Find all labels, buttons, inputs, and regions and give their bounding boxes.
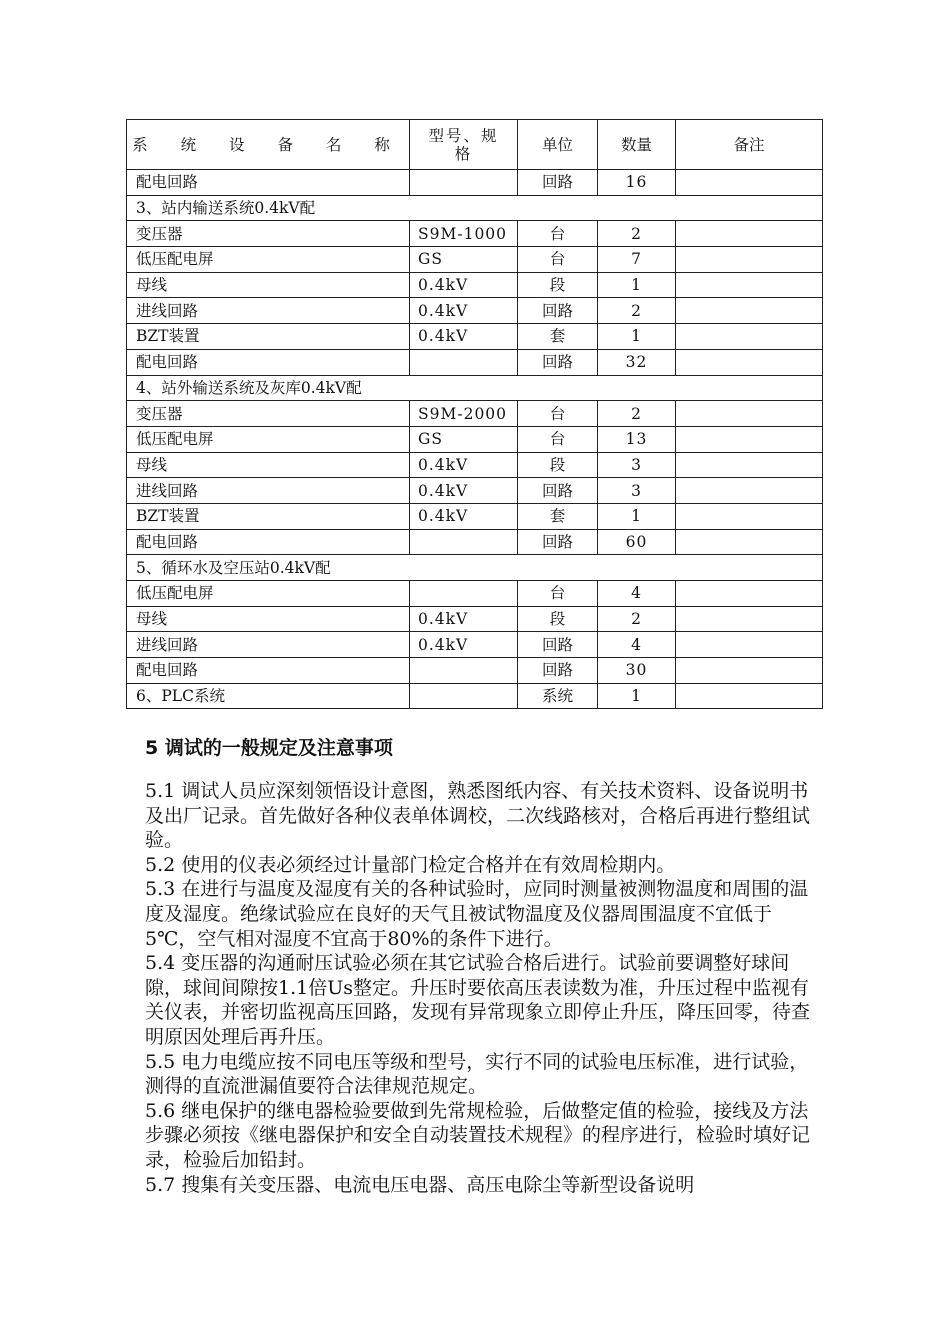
equipment-name-cell: 6、PLC系统 <box>127 683 410 709</box>
table-section-row <box>127 555 823 581</box>
header-model-text: 型号、规格 <box>428 126 499 163</box>
paragraph-5-5: 5.5 电力电缆应按不同电压等级和型号，实行不同的试验电压标准，进行试验，测得的直流泄漏值要符合法律规范规定。 <box>145 1050 809 1098</box>
header-unit: 单位 <box>518 120 598 170</box>
unit-cell: 台 <box>518 426 598 452</box>
section-label-cell: 5、循环水及空压站0.4kV配 <box>127 555 823 581</box>
table-row <box>127 683 823 709</box>
remarks-cell <box>676 581 823 607</box>
equipment-name-cell: 进线回路 <box>127 298 410 324</box>
quantity-cell: 1 <box>598 683 676 709</box>
unit-cell: 回路 <box>518 170 598 196</box>
equipment-name-cell: BZT装置 <box>127 503 410 529</box>
table-row <box>127 658 823 684</box>
remarks-cell <box>676 478 823 504</box>
table-section-row <box>127 375 823 401</box>
quantity-cell: 3 <box>598 452 676 478</box>
equipment-name-cell: 低压配电屏 <box>127 247 410 273</box>
equipment-name-cell: 配电回路 <box>127 170 410 196</box>
equipment-table <box>126 119 823 709</box>
quantity-cell: 3 <box>598 478 676 504</box>
equipment-name-cell: 变压器 <box>127 221 410 247</box>
quantity-cell: 1 <box>598 272 676 298</box>
unit-cell: 台 <box>518 247 598 273</box>
remarks-cell <box>676 247 823 273</box>
quantity-cell: 2 <box>598 298 676 324</box>
model-cell: S9M-1000 <box>410 221 518 247</box>
unit-cell: 回路 <box>518 349 598 375</box>
model-cell: 0.4kV <box>410 452 518 478</box>
model-cell: 0.4kV <box>410 632 518 658</box>
table-row <box>127 349 823 375</box>
remarks-cell <box>676 658 823 684</box>
quantity-cell: 60 <box>598 529 676 555</box>
paragraph-5-2: 5.2 使用的仪表必须经过计量部门检定合格并在有效周检期内。 <box>145 853 676 876</box>
table-row <box>127 452 823 478</box>
remarks-cell <box>676 426 823 452</box>
equipment-name-cell: BZT装置 <box>127 324 410 350</box>
equipment-name-cell: 配电回路 <box>127 658 410 684</box>
quantity-cell: 2 <box>598 221 676 247</box>
model-cell: 0.4kV <box>410 324 518 350</box>
equipment-name-cell: 低压配电屏 <box>127 426 410 452</box>
table-row <box>127 324 823 350</box>
unit-cell: 段 <box>518 272 598 298</box>
quantity-cell: 2 <box>598 401 676 427</box>
paragraph-5-1: 5.1 调试人员应深刻领悟设计意图，熟悉图纸内容、有关技术资料、设备说明书及出厂记录。首先做好各种仪表单体调校，二次线路核对，合格后再进行整组试验。 <box>145 780 811 852</box>
model-cell: 0.4kV <box>410 503 518 529</box>
unit-cell: 台 <box>518 581 598 607</box>
header-system-equipment-name: 系 统 设 备 名 称 <box>127 120 410 170</box>
table-section-row <box>127 195 823 221</box>
remarks-cell <box>676 349 823 375</box>
remarks-cell <box>676 298 823 324</box>
model-cell: 0.4kV <box>410 272 518 298</box>
quantity-cell: 2 <box>598 606 676 632</box>
model-cell: GS <box>410 426 518 452</box>
unit-cell: 系统 <box>518 683 598 709</box>
header-model-spec <box>410 120 518 170</box>
model-cell: 0.4kV <box>410 298 518 324</box>
header-remarks: 备注 <box>676 120 823 170</box>
remarks-cell <box>676 452 823 478</box>
table-row <box>127 272 823 298</box>
remarks-cell <box>676 683 823 709</box>
model-cell: S9M-2000 <box>410 401 518 427</box>
table-row <box>127 632 823 658</box>
model-cell: 0.4kV <box>410 478 518 504</box>
remarks-cell <box>676 606 823 632</box>
unit-cell: 回路 <box>518 658 598 684</box>
unit-cell: 回路 <box>518 478 598 504</box>
table-row <box>127 426 823 452</box>
unit-cell: 台 <box>518 221 598 247</box>
table-row <box>127 298 823 324</box>
unit-cell: 台 <box>518 401 598 427</box>
model-cell <box>410 683 518 709</box>
paragraph-5-3: 5.3 在进行与温度及湿度有关的各种试验时，应同时测量被测物温度和周围的温度及湿度。绝缘试验应在良好的天气且被试物温度及仪器周围温度不宜低于5℃，空气相对湿度不宜高于80%的条件下进行。 <box>145 878 809 950</box>
equipment-name-cell: 变压器 <box>127 401 410 427</box>
remarks-cell <box>676 503 823 529</box>
remarks-cell <box>676 632 823 658</box>
table-row <box>127 221 823 247</box>
table-row <box>127 606 823 632</box>
section-label-cell: 3、站内输送系统0.4kV配 <box>127 195 823 221</box>
equipment-name-cell: 配电回路 <box>127 529 410 555</box>
header-quantity: 数量 <box>598 120 676 170</box>
model-cell <box>410 529 518 555</box>
table-row <box>127 503 823 529</box>
unit-cell: 回路 <box>518 632 598 658</box>
table-body <box>127 170 823 709</box>
paragraph-5-7: 5.7 搜集有关变压器、电流电压电器、高压电除尘等新型设备说明 <box>145 1173 695 1196</box>
unit-cell: 套 <box>518 503 598 529</box>
model-cell <box>410 349 518 375</box>
equipment-name-cell: 母线 <box>127 452 410 478</box>
model-cell <box>410 170 518 196</box>
equipment-name-cell: 进线回路 <box>127 632 410 658</box>
equipment-name-cell: 配电回路 <box>127 349 410 375</box>
model-cell: 0.4kV <box>410 606 518 632</box>
paragraph-5-6: 5.6 继电保护的继电器检验要做到先常规检验，后做整定值的检验，接线及方法步骤必须按《继电器保护和安全自动装置技术规程》的程序进行，检验时填好记录，检验后加铅封。 <box>145 1099 811 1171</box>
unit-cell: 回路 <box>518 529 598 555</box>
unit-cell: 套 <box>518 324 598 350</box>
equipment-name-cell: 母线 <box>127 272 410 298</box>
quantity-cell: 13 <box>598 426 676 452</box>
unit-cell: 段 <box>518 452 598 478</box>
remarks-cell <box>676 221 823 247</box>
table-row <box>127 401 823 427</box>
quantity-cell: 30 <box>598 658 676 684</box>
section-label-cell: 4、站外输送系统及灰库0.4kV配 <box>127 375 823 401</box>
model-cell: GS <box>410 247 518 273</box>
remarks-cell <box>676 170 823 196</box>
equipment-name-cell: 低压配电屏 <box>127 581 410 607</box>
paragraph-5-4: 5.4 变压器的沟通耐压试验必须在其它试验合格后进行。试验前要调整好球间隙，球间间隙按1.1倍Us整定。升压时要依高压表读数为准，升压过程中监视有关仪表，并密切监视高压回路，发现有异常现象立即停止升压，降压回零，待查明原因处理后再升压。 <box>145 952 811 1048</box>
equipment-name-cell: 母线 <box>127 606 410 632</box>
table-header-row <box>127 120 823 170</box>
table-row <box>127 170 823 196</box>
table-row <box>127 478 823 504</box>
table-row <box>127 247 823 273</box>
quantity-cell: 7 <box>598 247 676 273</box>
model-cell <box>410 658 518 684</box>
model-cell <box>410 581 518 607</box>
remarks-cell <box>676 529 823 555</box>
table-row <box>127 529 823 555</box>
remarks-cell <box>676 272 823 298</box>
quantity-cell: 16 <box>598 170 676 196</box>
quantity-cell: 1 <box>598 324 676 350</box>
quantity-cell: 4 <box>598 632 676 658</box>
remarks-cell <box>676 324 823 350</box>
section-heading: 5 调试的一般规定及注意事项 <box>145 737 393 759</box>
equipment-name-cell: 进线回路 <box>127 478 410 504</box>
body-text <box>145 779 817 1197</box>
quantity-cell: 32 <box>598 349 676 375</box>
unit-cell: 回路 <box>518 298 598 324</box>
unit-cell: 段 <box>518 606 598 632</box>
quantity-cell: 1 <box>598 503 676 529</box>
remarks-cell <box>676 401 823 427</box>
table-row <box>127 581 823 607</box>
quantity-cell: 4 <box>598 581 676 607</box>
